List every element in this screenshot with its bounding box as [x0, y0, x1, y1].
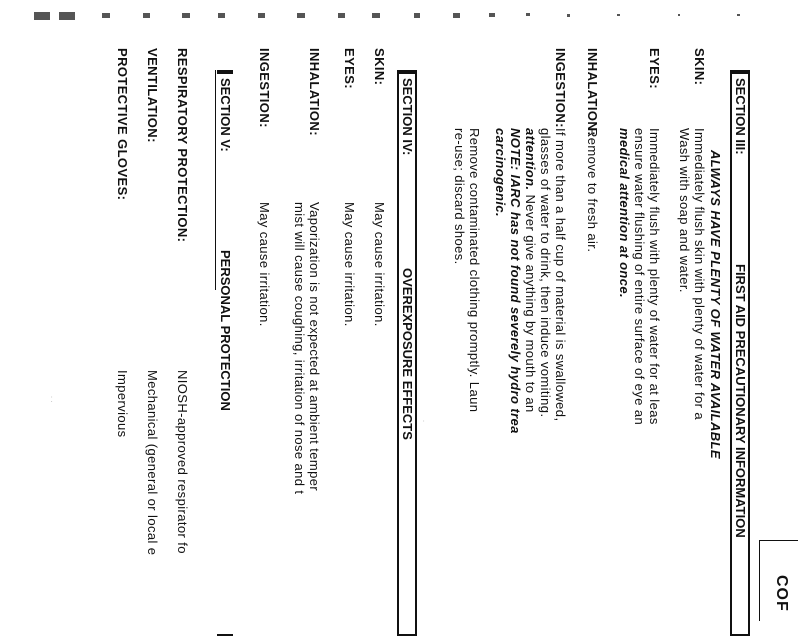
- s4-ingestion-label: INGESTION:: [257, 48, 272, 128]
- water-notice: ALWAYS HAVE PLENTY OF WATER AVAILABLE: [708, 150, 723, 459]
- section-5-underline: [215, 70, 216, 290]
- s4-skin-text: May cause irritation.: [372, 202, 387, 327]
- s3-ingestion-line3: [523, 128, 538, 413]
- s4-ingestion-text: May cause irritation.: [257, 202, 272, 327]
- s3-ingestion-line6: Remove contaminated clothing promptly. Laun: [467, 128, 482, 413]
- s3-eyes-line2: ensure water flushing of entire surface of eye an: [632, 128, 647, 426]
- s3-skin-line2: Wash with soap and water.: [677, 128, 692, 293]
- scan-artifact-dots: [0, 0, 800, 40]
- section-5-number: SECTION V:: [218, 78, 233, 152]
- s4-inhalation-line2: mist will cause coughing, irritation of nose and t: [292, 202, 307, 495]
- s3-ingestion-line3a: attention.: [523, 128, 538, 191]
- s3-ingestion-line7: re-use; discard shoes.: [452, 128, 467, 265]
- s5-gloves-text: Impervious: [115, 370, 130, 438]
- s3-inhalation-label: INHALATION:: [585, 48, 600, 136]
- s5-gloves-label: PROTECTIVE GLOVES:: [115, 48, 130, 201]
- section-3-number: SECTION III:: [733, 78, 748, 155]
- s3-skin-label: SKIN:: [692, 48, 707, 86]
- section-3-title: FIRST AID PRECAUTIONARY INFORMATION: [733, 264, 748, 538]
- s3-ingestion-line4: NOTE: IARC has not found severely hydro trea: [508, 128, 523, 434]
- s3-ingestion-line1: If more than a half cup of material is swallowed,: [553, 128, 568, 422]
- section-3-header: [730, 70, 750, 636]
- s3-ingestion-line3b: Never give anything by mouth to an: [523, 194, 538, 413]
- s5-ventilation-text: Mechanical (general or local e: [145, 370, 160, 556]
- s4-inhalation-line1: Vaporization is not expected at ambient temper: [307, 202, 322, 492]
- s3-eyes-line3: medical attention at once.: [617, 128, 632, 299]
- section-4-number: SECTION IV:: [400, 78, 415, 156]
- scan-speck: · ·: [48, 396, 54, 403]
- section-5-title: PERSONAL PROTECTION: [218, 250, 233, 411]
- section-4-header: [397, 70, 417, 636]
- s3-eyes-label: EYES:: [647, 48, 662, 90]
- scan-speck: ·: [420, 420, 426, 423]
- s3-ingestion-line5: carcinogenic.: [493, 128, 508, 218]
- s5-respiratory-text: NIOSH-approved respirator fo: [175, 370, 190, 554]
- section-5-header: [217, 70, 233, 636]
- s5-ventilation-label: VENTILATION:: [145, 48, 160, 143]
- s3-eyes-line1: Immediately flush with plenty of water for at leas: [647, 128, 662, 425]
- s4-eyes-text: May cause irritation.: [342, 202, 357, 327]
- corner-text: COF: [773, 575, 790, 612]
- s5-respiratory-label: RESPIRATORY PROTECTION:: [175, 48, 190, 243]
- s4-inhalation-label: INHALATION:: [307, 48, 322, 136]
- s3-ingestion-label: INGESTION:: [553, 48, 568, 128]
- s3-inhalation-line1: Remove to fresh air.: [585, 128, 600, 253]
- s4-skin-label: SKIN:: [372, 48, 387, 86]
- s3-ingestion-line2: glasses of water to drink, then induce vomiting.: [538, 128, 553, 418]
- s3-skin-line1: Immediately flush skin with plenty of water for a: [692, 128, 707, 420]
- section-4-title: OVEREXPOSURE EFFECTS: [400, 268, 415, 440]
- s4-eyes-label: EYES:: [342, 48, 357, 90]
